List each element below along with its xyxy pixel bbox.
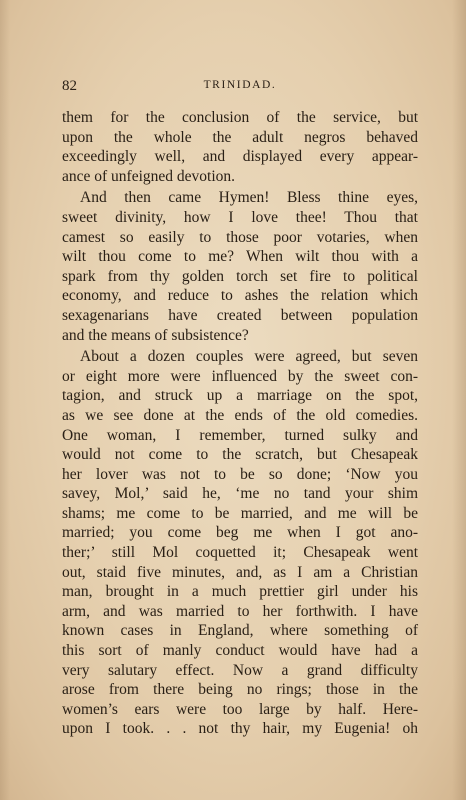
text-line: shams; me come to be married, and me will be	[62, 504, 418, 522]
page-number: 82	[62, 78, 77, 94]
text-line: camest so easily to those poor votaries, when	[62, 228, 418, 246]
page-shadow-right	[452, 0, 466, 800]
text-line: as we see done at the ends of the old comedies.	[62, 406, 418, 424]
text-line: and the means of subsistence?	[62, 326, 249, 344]
text-line: married; you come beg me when I got ano-	[62, 524, 418, 542]
text-line: known cases in England, where something of	[62, 622, 418, 640]
text-line: or eight more were influenced by the sweet con-	[62, 367, 418, 385]
text-line: savey, Mol,’ said he, ‘me no tand your shim	[62, 485, 418, 503]
text-line: One woman, I remember, turned sulky and	[62, 426, 418, 444]
text-line: About a dozen couples were agreed, but seven	[80, 348, 418, 366]
text-line: sexagenarians have created between population	[62, 306, 418, 324]
body-text	[62, 108, 418, 739]
text-line: sweet divinity, how I love thee! Thou that	[62, 208, 418, 226]
text-line: them for the conclusion of the service, but	[62, 109, 418, 126]
text-line: out, staid five minutes, and, as I am a Christian	[62, 563, 418, 581]
text-line: man, brought in a much prettier girl under his	[62, 583, 418, 601]
running-head: TRINIDAD.	[203, 79, 277, 91]
text-line: her lover was not to be so done; ‘Now you	[62, 465, 418, 483]
text-line: exceedingly well, and displayed every appear-	[62, 148, 418, 166]
text-line: upon I took. . . not thy hair, my Eugenia! oh	[62, 720, 418, 738]
text-line: upon the whole the adult negros behaved	[62, 128, 418, 146]
text-line: arm, and was married to her forthwith. I have	[62, 602, 418, 620]
text-line: tagion, and struck up a marriage on the spot,	[62, 387, 418, 405]
page-header	[62, 78, 418, 98]
text-line: ther;’ still Mol coquetted it; Chesapeak went	[62, 544, 418, 562]
text-line: economy, and reduce to ashes the relation which	[62, 287, 418, 305]
text-line: this sort of manly conduct would have had a	[62, 642, 418, 660]
text-line: wilt thou come to me? When wilt thou with a	[62, 248, 418, 266]
text-line: very salutary effect. Now a grand difficulty	[62, 661, 418, 679]
text-line: would not come to the scratch, but Chesapeak	[62, 446, 418, 464]
text-line: women’s ears were too large by half. Here-	[62, 700, 418, 718]
page-shadow-left	[0, 0, 10, 800]
text-line: spark from thy golden torch set fire to political	[62, 267, 418, 285]
text-line: arose from there being no rings; those in the	[62, 681, 418, 699]
text-line: ance of unfeigned devotion.	[62, 167, 236, 185]
text-line: And then came Hymen! Bless thine eyes,	[80, 189, 418, 207]
